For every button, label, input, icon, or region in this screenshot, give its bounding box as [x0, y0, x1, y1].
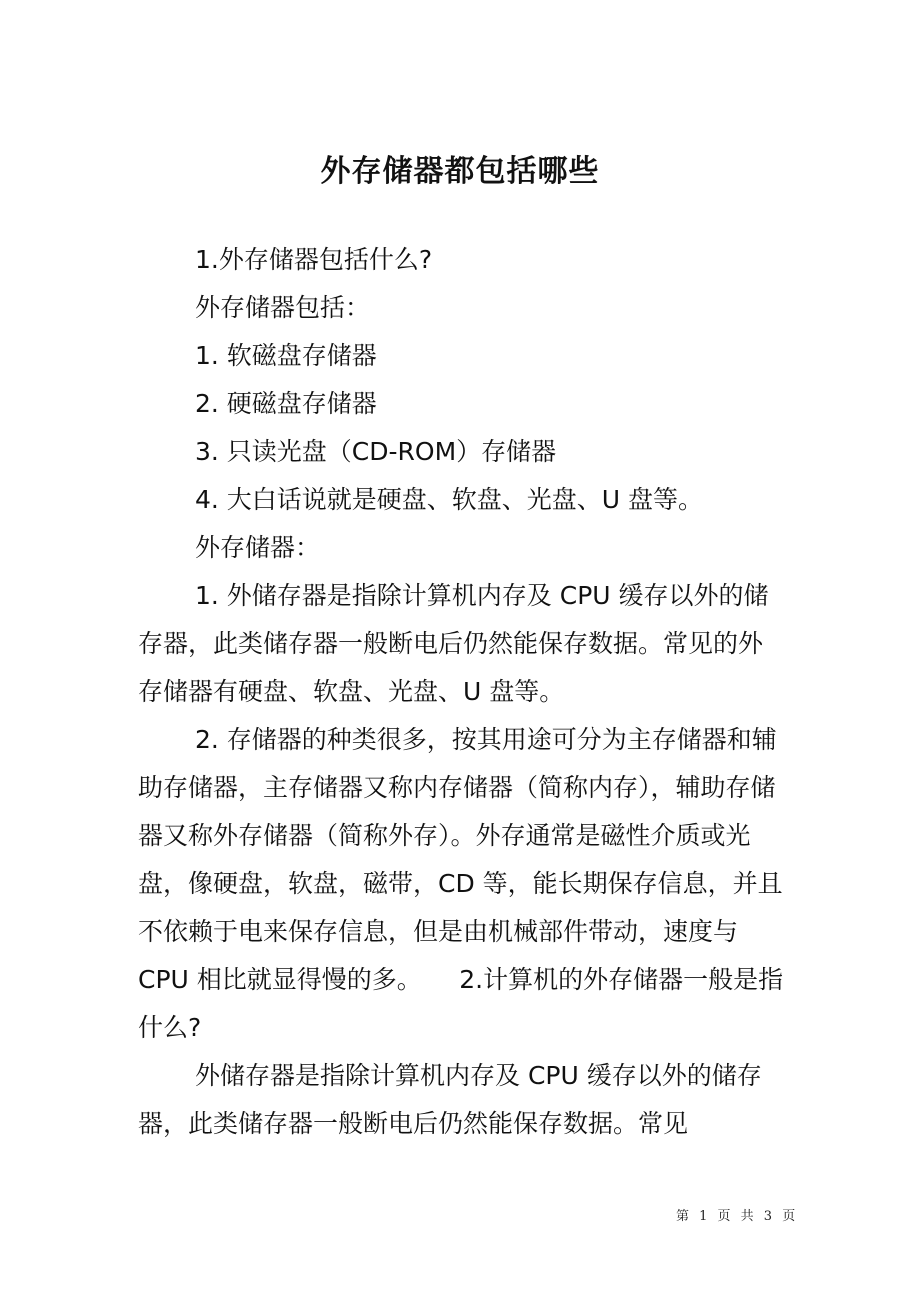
paragraph-heading-external: 外存储器：	[195, 533, 321, 562]
paragraph-point-1: 1. 外储存器是指除计算机内存及 CPU 缓存以外的储存器，此类储存器一般断电后仍然能保存数据。常见的外存储器有硬盘、软盘、光盘、U 盘等。	[138, 581, 769, 706]
list-item-hard-disk: 2. 硬磁盘存储器	[195, 389, 377, 418]
page-number: 第 1 页 共 3 页	[676, 1209, 799, 1224]
list-item-summary: 4. 大白话说就是硬盘、软盘、光盘、U 盘等。	[195, 485, 704, 514]
paragraph-question-1: 1.外存储器包括什么?	[195, 245, 433, 274]
list-item-cd-rom: 3. 只读光盘（CD-ROM）存储器	[195, 437, 557, 466]
paragraph-point-2: 2. 存储器的种类很多，按其用途可分为主存储器和辅助存储器，主存储器又称内存储器（简称内存），辅助存储器又称外存储器（简称外存）。外存通常是磁性介质或光盘，像硬盘，软盘，磁带，CD 等，能长期保存信息，并且不依赖于电来保存信息，但是由机械部件带动，速度与 CPU 相比就显得慢的多。 2.计算机的外存储器一般是指什么?	[138, 725, 784, 1042]
paragraph-intro: 外存储器包括：	[195, 293, 371, 322]
document-body	[138, 236, 784, 1148]
list-item-floppy: 1. 软磁盘存储器	[195, 341, 377, 370]
paragraph-answer-2: 外储存器是指除计算机内存及 CPU 缓存以外的储存器，此类储存器一般断电后仍然能保存数据。常见	[138, 1061, 762, 1138]
document-title: 外存储器都包括哪些	[320, 154, 600, 190]
